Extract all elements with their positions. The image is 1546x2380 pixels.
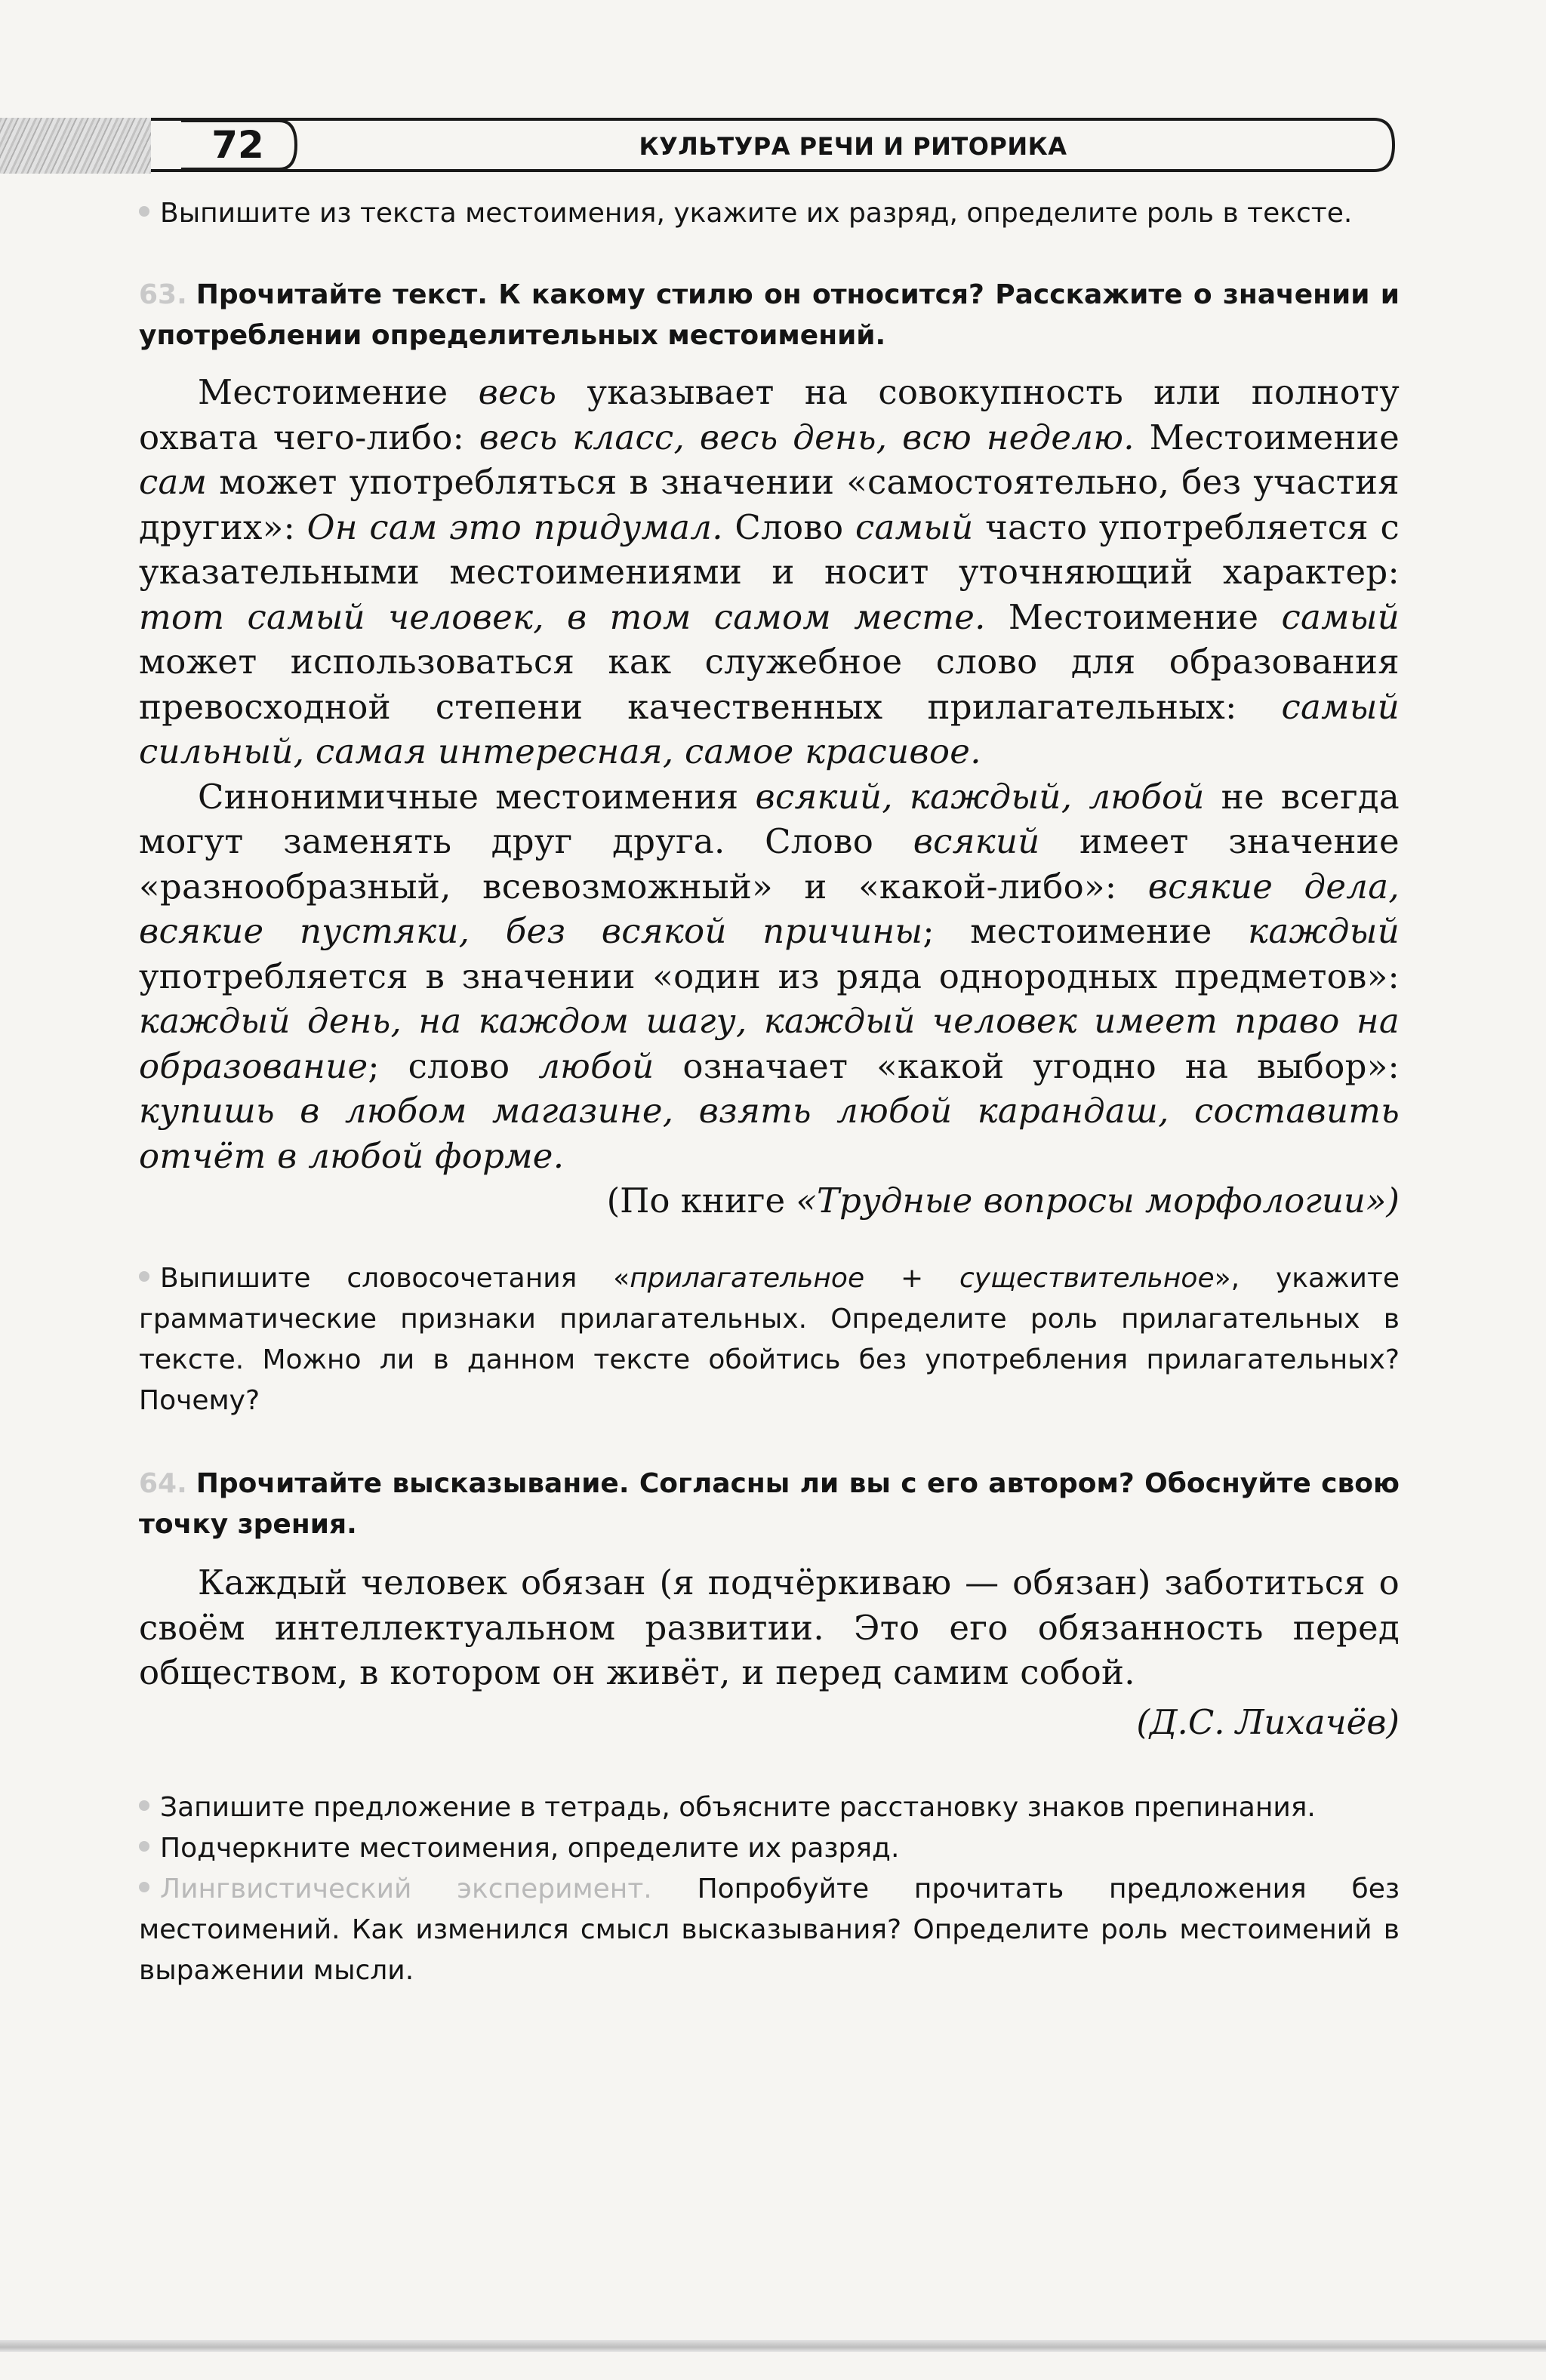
text-run: имеет значение «разнообразный, всевозможный» и «какой-либо»:	[139, 821, 1400, 907]
italic-example: любой	[538, 1045, 654, 1086]
italic-example: самый	[1281, 596, 1400, 637]
text-run: не всегда могут заменять друг друга. Слово	[139, 776, 1400, 861]
exercise-64-instruction: 64. Прочитайте высказывание. Согласны ли вы с его автором? Обоснуйте свою точку зрения.	[139, 1468, 1400, 1540]
text-run: употребляется в значении «один из ряда однородных предметов»:	[139, 956, 1400, 996]
bullet-icon	[139, 206, 149, 217]
bullet-icon	[139, 1271, 149, 1282]
exercise-63-instruction: 63. Прочитайте текст. К какому стилю он относится? Расскажите о значении и употреблении определительных местоимений.	[139, 279, 1400, 351]
bullet-icon	[139, 1882, 149, 1892]
text-run: ; слово	[368, 1045, 539, 1086]
task-64-1: Запишите предложение в тетрадь, объясните расстановку знаков препинания.	[139, 1787, 1400, 1828]
italic-example: весь класс, весь день, всю неделю.	[479, 417, 1135, 457]
italic-example: тот самый человек, в том самом месте.	[139, 596, 986, 637]
task-64-3: Лингвистический эксперимент. Попробуйте прочитать предложения без местоимений. Как изменился смысл высказывания? Определите роль местоимений в выражении мысли.	[139, 1873, 1400, 1986]
text-run: может использоваться как служебное слово для образования превосходной степени качественных прилагательных:	[139, 642, 1400, 727]
italic-example: каждый день, на каждом шагу, каждый человек имеет право на образование	[139, 1001, 1400, 1086]
page-number: 72	[211, 123, 264, 167]
task-64-2: Подчеркните местоимения, определите их разряд.	[139, 1828, 1400, 1869]
task-top: Выпишите из текста местоимения, укажите их разряд, определите роль в тексте.	[139, 193, 1400, 234]
italic-example: Он сам это придумал.	[306, 506, 723, 547]
italic-example: всякий, каждый, любой	[755, 776, 1205, 817]
bullet-icon	[139, 1841, 149, 1852]
text-run: Синонимичные местоимения	[198, 776, 756, 817]
exercise-number: 64.	[139, 1468, 187, 1499]
italic-example: сам	[139, 462, 208, 502]
text-run: ; местоимение	[922, 911, 1249, 951]
text-run: Слово	[722, 506, 856, 547]
running-title: КУЛЬТУРА РЕЧИ И РИТОРИКА	[639, 132, 1067, 161]
text-source: (По книге «Трудные вопросы морфологии»)	[606, 1181, 1400, 1221]
exercise-number: 63.	[139, 279, 187, 310]
text-run: Местоимение	[198, 372, 479, 412]
text-run: указывает на совокупность или полноту охвата чего-либо:	[139, 372, 1400, 457]
text-paragraph-2	[139, 774, 1400, 1179]
text-run: может употребляться в значении «самостоятельно, без участия других»:	[139, 462, 1400, 547]
italic-example: каждый	[1248, 911, 1400, 951]
quote-author: (Д.С. Лихачёв)	[1136, 1701, 1400, 1742]
task-63: Выпишите словосочетания «прилагательное + существительное», укажите грамматические признаки прилагательных. Определите роль прилагательных в тексте. Можно ли в данном тексте обойтись без употребления прилагательных? Почему?	[139, 1263, 1400, 1416]
italic-example: всякие дела, всякие пустяки, без всякой причины	[139, 866, 1400, 951]
text-paragraph-1	[139, 370, 1400, 774]
text-run: Местоимение	[985, 596, 1282, 637]
experiment-label: Лингвистический эксперимент.	[160, 1873, 652, 1904]
text-run: часто употребляется с указательными местоимениями и носит уточняющий характер:	[139, 506, 1400, 592]
page-content	[139, 189, 1400, 1991]
bullet-icon	[139, 1800, 149, 1811]
italic-example: купишь в любом магазине, взять любой карандаш, составить отчёт в любой форме.	[139, 1091, 1400, 1176]
page-header	[0, 113, 1546, 177]
text-run: означает «какой угодно на выбор»:	[654, 1045, 1400, 1086]
italic-example: самый	[855, 506, 974, 547]
italic-example: всякий	[913, 821, 1040, 861]
quote-text: Каждый человек обязан (я подчёркиваю — обязан) заботиться о своём интеллектуальном развитии. Это его обязанность перед обществом, в котором он живёт, и перед самим собой.	[139, 1563, 1400, 1692]
italic-example: самый сильный, самая интересная, самое красивое.	[139, 686, 1400, 771]
page-bottom-edge	[0, 2340, 1546, 2352]
italic-example: весь	[478, 372, 557, 412]
text-run: Местоимение	[1134, 417, 1400, 457]
